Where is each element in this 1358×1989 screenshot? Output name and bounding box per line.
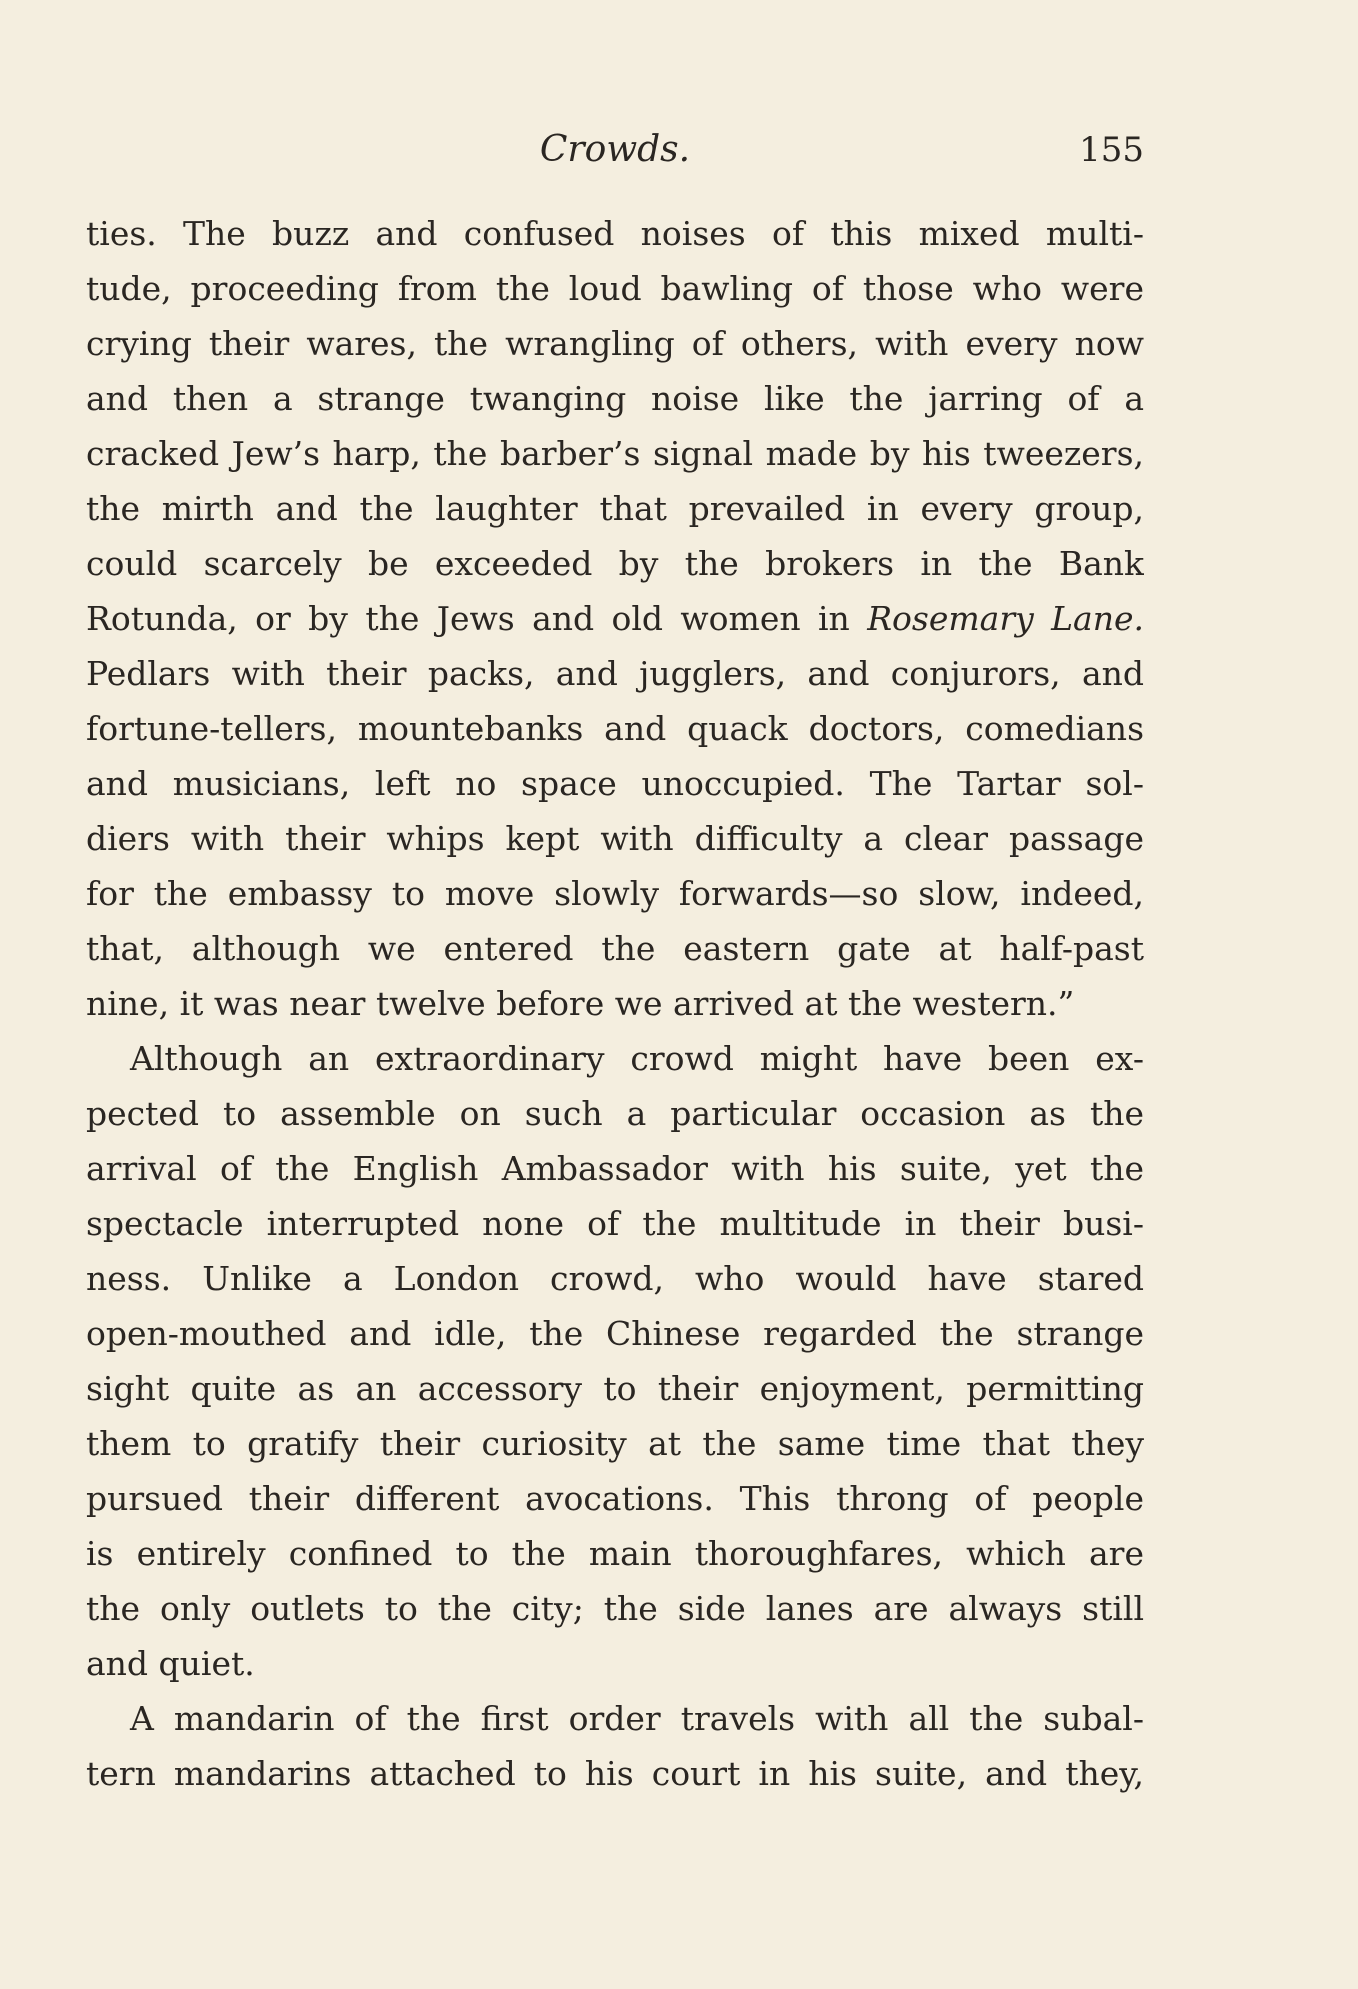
text-line: could scarcely be exceeded by the brokers in the Bank [86, 544, 1144, 583]
paragraph [86, 206, 1144, 1031]
text-line [86, 591, 1144, 646]
paragraph [86, 1691, 1144, 1801]
text-line: open-mouthed and idle, the Chinese regarded the strange [86, 1314, 1144, 1353]
text-line: crying their wares, the wrangling of others, with every now [86, 324, 1144, 363]
running-title: Crowds. [539, 129, 691, 170]
text-line: pected to assemble on such a particular occasion as the [86, 1094, 1144, 1133]
text-line: is entirely confined to the main thoroughfares, which are [86, 1534, 1144, 1573]
paragraph [86, 1031, 1144, 1691]
text-line: them to gratify their curiosity at the same time that they [86, 1424, 1144, 1463]
text-line: and quiet. [86, 1644, 255, 1683]
text-line: arrival of the English Ambassador with his suite, yet the [86, 1149, 1144, 1188]
page-header [86, 120, 1144, 180]
text-line: for the embassy to move slowly forwards—so slow, indeed, [86, 874, 1144, 913]
text-line: ness. Unlike a London crowd, who would have stared [86, 1259, 1144, 1298]
text-line: Pedlars with their packs, and jugglers, and conjurors, and [86, 654, 1144, 693]
text-line: the only outlets to the city; the side lanes are always still [86, 1589, 1144, 1628]
text-line: fortune-tellers, mountebanks and quack doctors, comedians [86, 709, 1144, 748]
text-line: nine, it was near twelve before we arrived at the western.” [86, 984, 1075, 1023]
text-line: Although an extraordinary crowd might have been ex- [130, 1039, 1144, 1078]
text-line: pursued their different avocations. This throng of people [86, 1479, 1144, 1518]
text-line: A mandarin of the first order travels with all the subal- [130, 1699, 1144, 1738]
text-line: that, although we entered the eastern gate at half-past [86, 929, 1144, 968]
text-line: and musicians, left no space unoccupied. The Tartar sol- [86, 764, 1144, 803]
text-line: tude, proceeding from the loud bawling of those who were [86, 269, 1144, 308]
text-line: cracked Jew’s harp, the barber’s signal made by his tweezers, [86, 434, 1144, 473]
italic-place-name: Rosemary Lane. [867, 599, 1144, 638]
text-line: tern mandarins attached to his court in his suite, and they, [86, 1754, 1144, 1793]
text-segment: Rotunda, or by the Jews and old women in [86, 599, 868, 638]
body-text [86, 206, 1144, 1801]
text-line: spectacle interrupted none of the multitude in their busi- [86, 1204, 1144, 1243]
text-line: diers with their whips kept with difficulty a clear passage [86, 819, 1144, 858]
page-number: 155 [1079, 130, 1144, 170]
text-line: and then a strange twanging noise like the jarring of a [86, 379, 1144, 418]
text-line: ties. The buzz and confused noises of this mixed multi- [86, 214, 1144, 253]
text-line: sight quite as an accessory to their enjoyment, permitting [86, 1369, 1144, 1408]
text-line: the mirth and the laughter that prevailed in every group, [86, 489, 1144, 528]
